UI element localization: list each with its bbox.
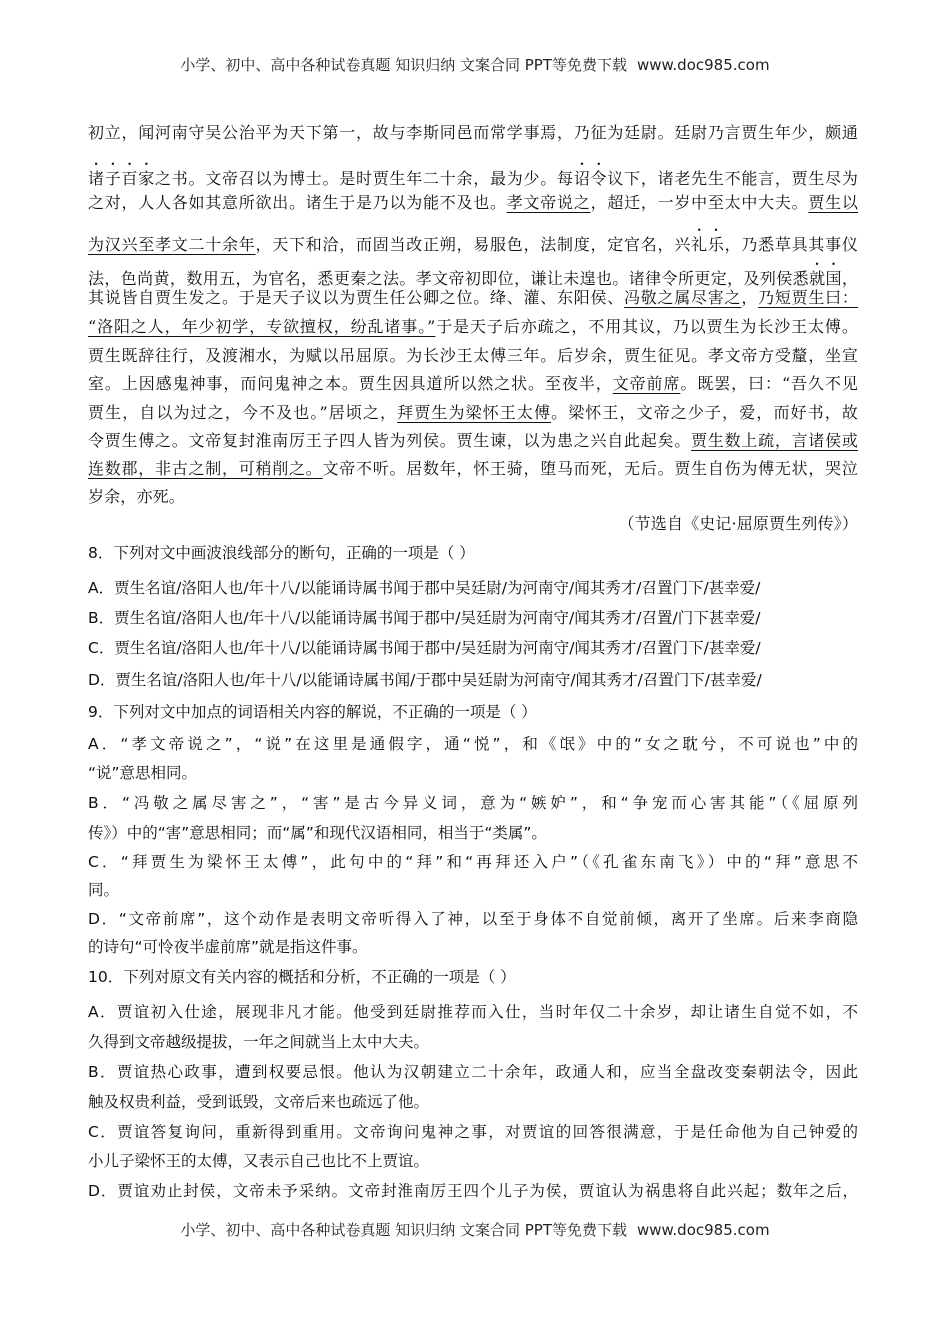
underlined-phrase: 孝文帝说之 <box>506 193 591 212</box>
text: 贾生，自以为过之，今不及也。”居顷之， <box>88 403 398 422</box>
option-c: C．贾谊答复询问，重新得到重用。文帝询问鬼神之事，对贾谊的回答很满意，于是任命他为自己钟爱的 <box>88 1123 858 1141</box>
footer-text: 小学、初中、高中各种试卷真题 知识归纳 文案合同 PPT等免费下载 <box>180 1221 627 1239</box>
underlined-phrase: 为汉兴至孝文二十余年 <box>88 235 256 254</box>
passage-line <box>88 123 858 143</box>
page-footer <box>0 1219 950 1240</box>
underlined-phrase: 冯敬之属尽害之 <box>624 288 742 307</box>
underlined-phrase: 贾生以 <box>808 193 858 212</box>
option-b: B．贾谊热心政事，遭到权要忌恨。他认为汉朝建立二十余年，政通人和，应当全盘改变秦朝法令，因此 <box>88 1063 858 1081</box>
underlined-phrase: 文帝前席 <box>612 374 681 393</box>
footer-url[interactable]: www.doc985.com <box>636 1221 770 1239</box>
header-text: 小学、初中、高中各种试卷真题 知识归纳 文案合同 PPT等免费下载 <box>180 56 627 74</box>
text: 之对，人人各如其意所欲出。诸生于是乃以为能不及也。 <box>88 193 507 212</box>
page-header <box>0 54 950 75</box>
text: 令贾生傅之。文帝复封淮南厉王子四人皆为列侯。贾生谏，以为患之兴自此起矣。 <box>88 431 692 450</box>
text: 文帝不听。居数年，怀王骑，堕马而死，无后。贾生自伤为傅无状，哭泣 <box>322 459 858 478</box>
text: 之书。文帝召以为博士。是时贾生年二十余，最为少。每 <box>155 169 574 188</box>
passage-line <box>88 487 858 507</box>
passage-line <box>88 459 858 479</box>
option-a-cont: 久得到文帝越级提拔，一年之间就当上太中大夫。 <box>88 1033 430 1051</box>
underlined-phrase: 连数郡，非古之制，可稍削之。 <box>88 459 323 478</box>
passage-line <box>88 346 858 366</box>
text: ， <box>741 288 759 307</box>
text: 室。上因感鬼神事，而问鬼神之本。贾生因具道所以然之状。至夜半， <box>88 374 613 393</box>
option-d-cont: 的诗句“可怜夜半虚前席”就是指这件事。 <box>88 938 368 956</box>
passage-line <box>88 226 858 255</box>
underlined-phrase: 贾生数上疏，言诸侯或 <box>691 431 858 450</box>
option-a: A．“孝文帝说之”，“说”在这里是通假字，通“悦”，和《氓》中的“女之耽兮，不可说也”中的 <box>88 735 858 753</box>
option-d: D．“文帝前席”，这个动作是表明文帝听得入了神，以至于身体不自觉前倾，离开了坐席。后来李商隐 <box>88 910 858 928</box>
underlined-phrase: “洛阳之人，年少初学，专欲擅权，纷乱诸事。” <box>88 317 436 336</box>
underlined-phrase: 拜贾生为梁怀王太傅 <box>397 403 552 422</box>
text: 贾生既辞往行，及渡湘水，为赋以吊屈原。为长沙王太傅三年。后岁余，贾生征见。孝文帝方受釐，坐宣 <box>88 346 858 365</box>
passage-line <box>88 160 858 189</box>
passage-line <box>88 193 858 213</box>
text: 于是天子后亦疏之，不用其议，乃以贾生为长沙王太傅。 <box>435 317 858 336</box>
option-c: C．“拜贾生为梁怀王太傅”，此句中的“拜”和“再拜还入户”（《孔雀东南飞》）中的“拜”意思不 <box>88 853 858 871</box>
text: 岁余，亦死。 <box>88 487 185 506</box>
text: ， <box>841 269 858 288</box>
passage-source: （节选自《史记·屈原贾生列传》） <box>618 514 858 533</box>
question-stem: 8．下列对文中画波浪线部分的断句，正确的一项是（ ） <box>88 544 475 562</box>
question-stem: 10．下列对原文有关内容的概括和分析，不正确的一项是（ ） <box>88 968 516 986</box>
option-a: A．贾谊初入仕途，展现非凡才能。他受到廷尉推荐而入仕，当时年仅二十余岁，却让诸生自觉不如，不 <box>88 1003 858 1021</box>
text: ，乃悉草具其事仪 <box>724 235 858 254</box>
underlined-phrase: 乃短贾生曰： <box>758 288 858 307</box>
option-c-cont: 小儿子梁怀王的太傅，又表示自己也比不上贾谊。 <box>88 1152 430 1170</box>
header-url[interactable]: www.doc985.com <box>636 56 770 74</box>
option-c: C．贾生名谊/洛阳人也/年十八/以能诵诗属书闻于郡中/吴廷尉为河南守/闻其秀才/召置门下/甚幸爱/ <box>88 639 761 657</box>
dotted-word: 诸子百家 <box>88 169 156 188</box>
dotted-word: 礼乐 <box>691 235 725 254</box>
option-b-cont: 触及权贵利益，受到诋毁，文帝后来也疏远了他。 <box>88 1093 430 1111</box>
passage-line <box>88 317 858 337</box>
option-d: D．贾谊劝止封侯，文帝未予采纳。文帝封淮南厉王四个儿子为侯，贾谊认为祸患将自此兴起；数年之后， <box>88 1182 858 1200</box>
passage-line <box>88 374 858 394</box>
passage-line <box>88 403 858 423</box>
text: 。梁怀王，文帝之少子，爱，而好书，故 <box>551 403 859 422</box>
passage-line <box>88 288 858 308</box>
option-c-cont: 同。 <box>88 881 120 899</box>
option-a: A．贾生名谊/洛阳人也/年十八/以能诵诗属书闻于郡中吴廷尉/为河南守/闻其秀才/召置门下/甚幸爱/ <box>88 579 761 597</box>
text: 其说皆自贾生发之。于是天子议以为贾生任公卿之位。绛、灌、东阳侯、 <box>88 288 625 307</box>
text: 初立，闻河南守吴公治平为天下第一，故与李斯同邑而常学事焉，乃征为廷尉。廷尉乃言贾生年少，颇通 <box>88 123 858 142</box>
dotted-word: 诏令 <box>573 169 608 188</box>
option-d: D．贾生名谊/洛阳人也/年十八/以能诵诗属书闻/于郡中吴廷尉为河南守/闻其秀才/召置门下/甚幸爱/ <box>88 671 762 689</box>
passage-line <box>88 431 858 451</box>
option-b-cont: 传》）中的“害”意思相同；而“属”和现代汉语相同，相当于“类属”。 <box>88 824 547 842</box>
question-stem: 9．下列对文中加点的词语相关内容的解说，不正确的一项是（ ） <box>88 703 537 721</box>
option-a-cont: “说”意思相同。 <box>88 764 198 782</box>
text: 法，色尚黄，数用五，为官名，悉更秦之法。孝文帝初即位，谦让未遑也。诸律令所更定，及列侯悉 <box>88 269 810 288</box>
text: 议下，诸老先生不能言，贾生尽为 <box>607 169 858 188</box>
dotted-word: 就国 <box>809 269 842 288</box>
text: ，超迁，一岁中至太中大夫。 <box>590 193 809 212</box>
option-b: B．贾生名谊/洛阳人也/年十八/以能诵诗属书闻于郡中/吴廷尉为河南守/闻其秀才/召置/门下甚幸爱/ <box>88 609 761 627</box>
text: ，天下和洽，而固当改正朔，易服色，法制度，定官名，兴 <box>255 235 692 254</box>
text: 。既罢，曰：“吾久不见 <box>680 374 858 393</box>
passage-line <box>88 260 858 289</box>
option-b: B．“冯敬之属尽害之”，“害”是古今异义词，意为“嫉妒”，和“争宠而心害其能”（《屈原列 <box>88 794 858 812</box>
